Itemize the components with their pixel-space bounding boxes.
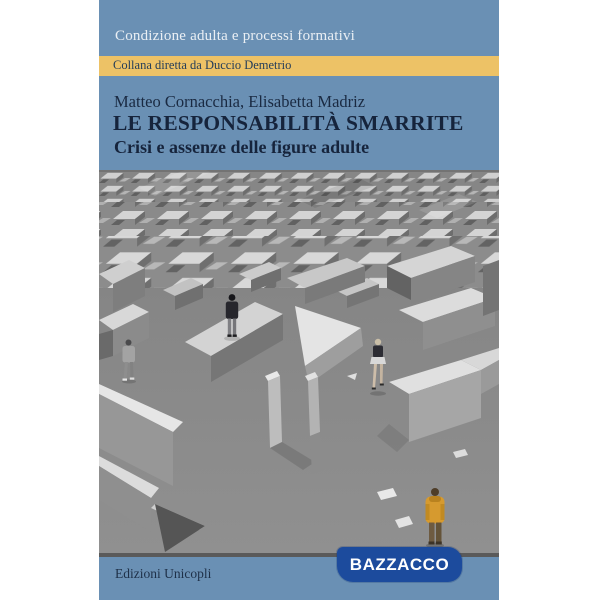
book-cover [99, 0, 499, 600]
book-title: LE RESPONSABILITÀ SMARRITE [113, 111, 464, 135]
book-subtitle: Crisi e assenze delle figure adulte [114, 137, 370, 157]
maze-artwork [99, 170, 499, 557]
collana-label: Collana diretta da Duccio Demetrio [113, 58, 292, 72]
series-title: Condizione adulta e processi formativi [115, 28, 356, 44]
collana-band [99, 56, 499, 76]
bazzacco-badge: BAZZACCO [337, 547, 462, 582]
authors: Matteo Cornacchia, Elisabetta Madriz [114, 92, 366, 111]
publisher-name: Edizioni Unicopli [115, 566, 212, 581]
